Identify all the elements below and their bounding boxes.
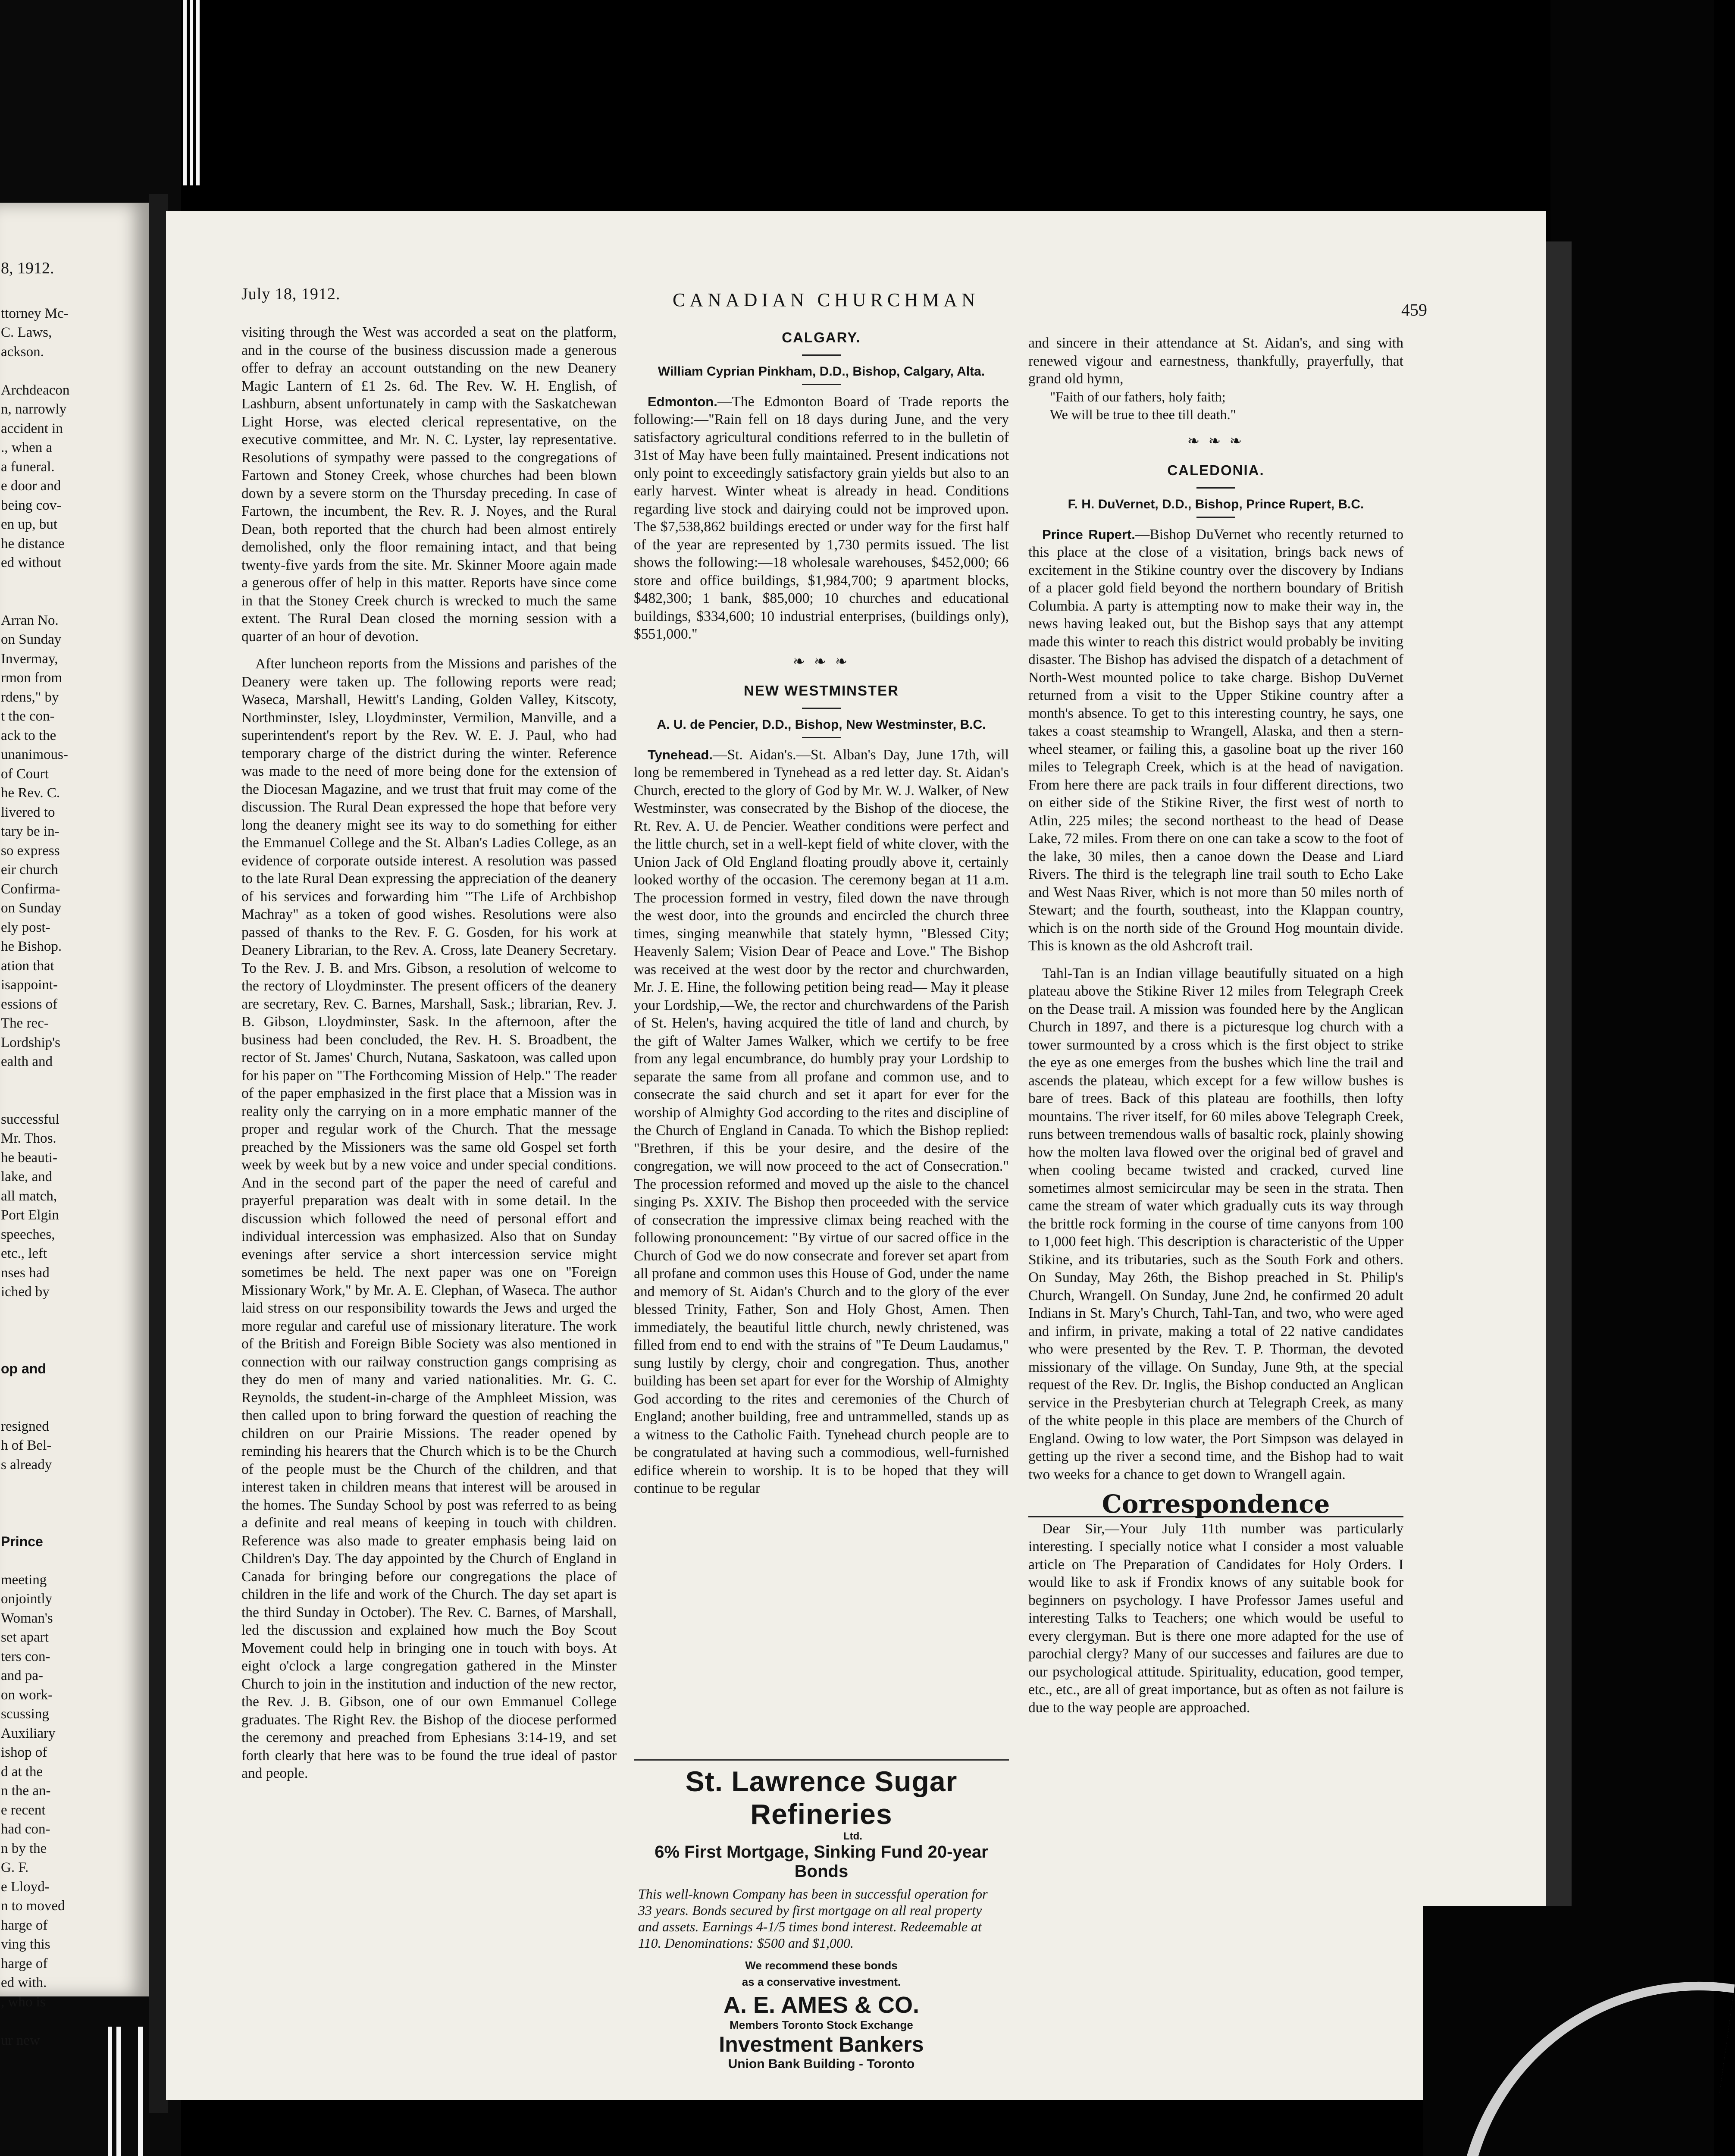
binding-stripe: [116, 2027, 121, 2156]
previous-page-line: Mr. Thos.: [1, 1131, 56, 1146]
previous-page-line: harge of: [1, 1955, 48, 1971]
place-name: Tynehead.: [648, 747, 713, 762]
book-spine: [149, 194, 168, 2113]
hymn-verse-line: "Faith of our fathers, holy faith;: [1050, 389, 1226, 404]
previous-page-line: all match,: [1, 1188, 57, 1204]
previous-page-line: set apart: [1, 1630, 49, 1645]
previous-page-line: e door and: [1, 478, 61, 494]
previous-page-line: he beauti-: [1, 1150, 58, 1166]
previous-page-line: resigned: [1, 1418, 49, 1434]
previous-page-line: lake, and: [1, 1169, 53, 1185]
binding-stripe: [108, 2027, 112, 2156]
previous-page-line: he distance: [1, 536, 65, 552]
previous-page-line: [0, 1398, 149, 1417]
previous-page-line: [0, 1321, 149, 1340]
ad-members-line: Members Toronto Stock Exchange: [730, 2018, 913, 2031]
running-head-title: CANADIAN CHURCHMAN: [673, 289, 980, 310]
previous-page-line: [0, 1072, 149, 1091]
previous-page-line: he Bishop.: [1, 939, 62, 954]
previous-page-line: and pa-: [1, 1668, 44, 1683]
previous-page-line: had con-: [1, 1821, 50, 1837]
previous-page-line: n to moved: [1, 1898, 65, 1914]
previous-page-line: ed without: [1, 555, 62, 570]
previous-page-line: h of Bel-: [1, 1438, 52, 1453]
previous-page-line: on Sunday: [1, 632, 62, 647]
previous-page-line: n the an-: [1, 1783, 51, 1799]
diocesan-news-tahl-tan: Tahl-Tan is an Indian village beautifully situated on a high plateau above the Stikine River 12 miles from Telegraph Creek on the Dease trail. A mission was founded here by the Anglican Church in 1897, and there is a picturesque log church with a tower surmounted by a cross which is the first object to strike the eye as one emerges from the bushes which line the trail and ascends the plateau, which except for a few willow bushes is bare of trees. Back of this plateau are foothills, then lofty mountains. The river itself, for 60 miles above Telegraph Creek, runs between tremendous walls of basaltic rock, plainly showing how the molten lava flowed over the original bed of gravel and when cooling became twisted and cracked, curved line sometimes almost semicircular may be seen in the strata. Then came the stream of water which gradually cuts its way through the brittle rock forming in the course of time canyons from 100 to 1,000 feet high. This description is characteristic of the Upper Stikine, and its tributaries, such as the South Fork and others. On Sunday, May 26th, the Bishop preached in St. Philip's Church, Wrangell. On Sunday, June 2nd, he confirmed 20 adult Indians in St. Mary's Church, Tahl-Tan, and two, who were aged and infirm, in private, making a total of 22 native candidates who were presented by the Rev. T. P. Thorman, the devoted missionary of the village. On Sunday, June 9th, at the special request of the Rev. Dr. Inglis, the Bishop conducted an Anglican service in the Presbyterian church at Telegraph Creek, as many of the white people in this place are members of the Church of England. Owing to low water, the Port Simpson was delayed in getting up the river a second time, and the Bishop had to wait two weeks for a chance to get down to Wrangell again.: [1028, 965, 1403, 1482]
previous-page-line: n by the: [1, 1840, 47, 1856]
previous-page-line: ishop of: [1, 1745, 47, 1760]
previous-page-line: rmon from: [1, 670, 63, 686]
previous-page-line: [0, 1494, 149, 1513]
diocesan-news-tynehead: [634, 746, 1009, 1498]
previous-page-line: [0, 2012, 149, 2031]
previous-page-line: e Lloyd-: [1, 1879, 50, 1895]
previous-page-line: d at the: [1, 1764, 43, 1780]
column-one: [241, 323, 617, 1792]
news-text: —Bishop DuVernet who recently returned to this place at the close of a visitation, brings back news of excitement in the Stikine country over the discovery by Indians of a placer gold field beyond the northern boundary of British Columbia. A party is attempting now to make their way in, the news having leaked out, but the Bishop says that any attempt made this winter to reach this district would probably be inviting disaster. The Bishop has advised the dispatch of a detachment of North-West mounted police to take charge. Bishop DuVernet returned from a visit to the Upper Stikine country after a month's absence. To get to this interesting country, he says, one takes a coast steamship to Wrangell, Alaska, and then a stern-wheel steamer, or failing this, a gasoline boat up the river 160 miles to Telegraph Creek, which is at the head of navigation. From here there are pack trails in four different directions, two on either side of the Stikine River, the first west of north to Atlin, 225 miles; the second northeast to the head of Dease Lake, 72 miles. From there on one can take a scow to the foot of the lake, 30 miles, then a canoe down the Dease and Liard Rivers. The third is the telegraph line trail south to Echo Lake and West Naas River, which is not more than 50 miles north of Stewart; and the fourth, southeast, into the Klappan country, which is on the north side of the Ground Hog mountain divide. This is known as the old Ashcroft trail.: [1028, 526, 1403, 954]
previous-page-line: ack to the: [1, 727, 56, 743]
previous-page-line: The rec-: [1, 1015, 49, 1031]
place-name: Prince Rupert.: [1042, 526, 1135, 542]
previous-page-line: [0, 1474, 149, 1494]
previous-page-line: , who is: [1, 1994, 46, 2010]
previous-page-line: [0, 1091, 149, 1110]
section-fleuron: ❧ ❧ ❧: [792, 653, 850, 670]
page-number: 459: [1401, 300, 1427, 320]
previous-page-line: speeches,: [1, 1226, 55, 1242]
correspondence-heading: Correspondence: [1028, 1495, 1403, 1517]
previous-page-line: Prince: [1, 1533, 43, 1549]
previous-page-line: livered to: [1, 804, 55, 820]
previous-page-line: ., when a: [1, 440, 53, 455]
previous-page-line: ackson.: [1, 344, 44, 360]
ad-bond-title: 6% First Mortgage, Sinking Fund 20-year Bonds: [655, 1843, 988, 1881]
previous-page-line: eir church: [1, 862, 58, 877]
previous-page-line: he Rev. C.: [1, 785, 60, 801]
previous-page-line: [0, 1302, 149, 1321]
article-paragraph: visiting through the West was accorded a seat on the platform, and in the course of the business discussion made a generous offer to defray an account outstanding on the new Deanery Magic Lantern of £1 2s. 6d. The Rev. W. H. English, of Lashburn, absent unfortunately in camp with the Saskatchewan Light Horse, was elected clerical representative, on the executive committee, and Mr. N. C. Lyster, lay representative. Resolutions of sympathy were passed to the congregations of Fartown and Stoney Creek, whose churches had been blown down by a severe storm on the Thursday preceding. In case of Fartown, the incumbent, the Rev. R. J. Noyes, and the Rural Dean, both reported that the church had been almost entirely demolished, only the floor remaining intact, and that being twenty-five yards from the site. Mr. Skinner Moore again made a generous offer of help in this matter. Reports have since come in that the Stoney Creek church is wrecked to much the same extent. The Rural Dean closed the morning session with a quarter of an hour of devotion.: [241, 324, 617, 645]
running-head-date: July 18, 1912.: [241, 285, 341, 303]
previous-page-line: so express: [1, 843, 60, 859]
advertisement-box: [634, 1759, 1009, 2071]
diocesan-news-edmonton: [634, 393, 1009, 643]
column-three: [1028, 334, 1403, 1726]
binding-stripe: [183, 0, 187, 185]
previous-page-line: successful: [1, 1111, 60, 1127]
bishop-line-calgary: William Cyprian Pinkham, D.D., Bishop, Calgary, Alta.: [658, 364, 985, 379]
letter-text: Dear Sir,—Your July 11th number was particularly interesting. I specially notice what I consider a most valuable article on The Preparation of Candidates for Holy Orders. I would like to ask if Frondix knows of any suitable book for beginners on psychology. I have Professor James useful and interesting Talks to Teachers; one which would be useful to every clergyman. But is there one more adapted for the use of parochial clergy? Many of our successes and failures are due to our psychological attitude. Spirituality, education, good temper, etc., etc., are all of great importance, but as often as not failure is due to the way people are approached.: [1028, 1520, 1403, 1716]
previous-page-line: isappoint-: [1, 977, 58, 993]
heading-rule: [802, 708, 841, 709]
previous-page-line: [0, 1513, 149, 1532]
previous-page-line: ving this: [1, 1937, 50, 1952]
diocese-heading-new-westminster: NEW WESTMINSTER: [744, 683, 899, 699]
ad-recommend-line: We recommend these bonds: [745, 1959, 898, 1972]
previous-page-line: Archdeacon: [1, 382, 70, 398]
heading-rule: [1196, 517, 1235, 518]
binding-stripe: [190, 0, 193, 185]
previous-page-line: t the con-: [1, 708, 55, 724]
previous-page-line: Auxiliary: [1, 1725, 56, 1741]
ad-address-line: Union Bank Building - Toronto: [728, 2057, 915, 2071]
ad-description: This well-known Company has been in successful operation for 33 years. Bonds secured by first mortgage on all real property and assets. Earnings 4-1/5 times bond interest. Redeemable at 110. Denominations: $500 and $1,000.: [638, 1886, 988, 1951]
news-text: —The Edmonton Board of Trade reports the following:—"Rain fell on 18 days during June, and the very satisfactory agricultural conditions referred to in the bulletin of 31st of May have been fully maintained. Present indications not only point to exceedingly satisfactory grain yields but also to an early harvest. Winter wheat is already in head. Conditions regarding live stock and dairying could not be improved upon. The $7,538,862 buildings erected or under way for the first half of the year are represented by 1,730 permits issued. The list shows the following:—18 wholesale warehouses, $452,000; 66 store and office buildings, $1,984,700; 9 apartment blocks, $482,300; 1 bank, $85,000; 10 churches and educational buildings, $334,600; 10 industrial enterprises, (buildings only), $551,000.": [634, 393, 1009, 642]
previous-page-line: unanimous-: [1, 747, 68, 762]
previous-page-line: G. F.: [1, 1860, 29, 1875]
previous-page-line: ttorney Mc-: [1, 305, 69, 321]
column-two: [634, 323, 1009, 1507]
previous-page-line: a funeral.: [1, 459, 55, 475]
previous-page-line: [0, 1551, 149, 1570]
previous-page-line: etc., left: [1, 1246, 47, 1261]
previous-page-line: Woman's: [1, 1610, 53, 1626]
binding-stripe: [196, 0, 200, 185]
article-paragraph: After luncheon reports from the Missions and parishes of the Deanery were taken up. The following reports were read; Waseca, Marshall, Hewitt's Landing, Golden Valley, Kitscoty, Northminster, Isley, Lloydminster, Vermilion, Manville, and a superintendent's report by the Rev. W. E. J. Paul, who had temporary charge of the district during the winter. Reference was made to the need of more being done for the extension of the Diocesan Magazine, and we trust that fruit may come of the discussion. The Rural Dean expressed the hope that before very long the deanery might see its way to do something for either the Emmanuel College and the St. Alban's Ladies College, as an evidence of corporate outside interest. A resolution was passed to the late Rural Dean expressing the appreciation of the deanery of his services and forwarding him "The Life of Archbishop Machray" as a token of good wishes. Resolutions were also passed of thanks to the Rev. F. G. Gosden, for his work at Deanery Librarian, to the Rev. A. Cross, late Deanery Secretary. To the Rev. J. B. and Mrs. Gibson, a resolution of welcome to the rectory of Lloydminster. The present officers of the deanery are secretary, Rev. C. Barnes, Marshall, Sask.; librarian, Rev. J. B. Gibson, Lloydminster, Sask. In the afternoon, after the business had been concluded, the Rev. H. S. Broadbent, the rector of St. James' Church, Nutana, Saskatoon, was called upon for his paper on "The Forthcoming Mission of Help." The reader of the paper emphasized in the first place that a Mission was in reality only the carrying on in a more emphatic manner of the proper and regular work of the Church. That the message preached by the Missioners was the same old Gospel set forth week by week but by a new voice and under special conditions. And in the second part of the paper the need of careful and prayerful preparation was dealt with in some detail. In the discussion which followed the need of personal effort and individual intercession was emphasized. Also that on Sunday evenings after service a short intercession service might sometimes be held. The next paper was one on "Foreign Missionary Work," by Mr. A. E. Clephan, of Waseca. The author laid stress on our responsibility towards the Jews and urged the more regular and careful use of missionary literature. The work of the British and Foreign Bible Society was also mentioned in connection with our railway construction gangs comprising as they do men of many and varied nationalities. Mr. G. C. Reynolds, the student-in-charge of the Amphleet Mission, was then called upon to bring forward the question of reaching the children on our Prairie Missions. The reader opened by reminding his hearers that the Church which is to be the Church of the people must be the Church of the children, and that interest taken in children means that interest will be aroused in the homes. The Sunday School by post was referred to as being a definite and real means of keeping in touch with children. Reference was also made to greater emphasis being laid on Children's Day. The day appointed by the Church of England in Canada for bringing before our congregations the place of children in the life and work of the Church. The day set apart is the third Sunday in October). The Rev. C. Barnes, of Marshall, led the discussion and explained how much the Boy Scout Movement could help in bringing one in touch with boys. At eight o'clock a large congregation gathered in the Minster Church to join in the institution and induction of the new rector, the Rev. J. B. Gibson, one of our own Emmanuel College graduates. The Right Rev. the Bishop of the diocese performed the ceremony and preached from Ephesians 3:14-19, and set forth clearly that here was to be found the true ideal of pastor and people.: [241, 656, 617, 1781]
previous-page-line: onjointly: [1, 1591, 53, 1607]
previous-page-line: essions of: [1, 996, 58, 1012]
binding-stripe: [138, 2027, 143, 2156]
previous-page-line: ur new: [1, 2032, 40, 2048]
previous-page-line: rdens," by: [1, 689, 59, 705]
previous-page-line: Port Elgin: [1, 1207, 59, 1223]
previous-page-line: ters con-: [1, 1648, 50, 1664]
previous-page-line: [0, 361, 149, 381]
diocese-heading-caledonia: CALEDONIA.: [1167, 462, 1265, 478]
news-text: —St. Aidan's.—St. Alban's Day, June 17th, will long be remembered in Tynehead as a red letter day. St. Aidan's Church, erected to the glory of God by Mr. W. J. Walker, of New Westminster, was consecrated by the Bishop of the diocese, the Rt. Rev. A. U. de Pencier. Weather conditions were perfect and the little church, set in a well-kept field of white clover, with the Union Jack of Old England floating proudly above it, certainly looked worthy of the occasion. The ceremony began at 11 a.m. The procession formed in vestry, filed down the nave through the west door, into the grounds and encircled the church three times, singing meanwhile that stately hymn, "Blessed City; Heavenly Salem; Vision Dear of Peace and Love." The Bishop was received at the west door by the rector and churchwarden, Mr. J. E. Hine, the following petition being read— May it please your Lordship,—We, the rector and churchwardens of the Parish of St. Helen's, having acquired the title of land and church, by the gift of Walter James Walker, which we certify to be free from any legal encumbrance, do humbly pray your Lordship to separate the same from all profane and common use, and to consecrate the said church and set it apart for ever for the worship of Almighty God according to the rites and discipline of the Church of England in Canada. To which the Bishop replied: "Brethren, if this be your desire, and the desire of the congregation, we will now proceed to the act of Consecration." The procession reformed and moved up the aisle to the chancel singing Ps. XXIV. The Bishop then proceeded with the service of consecration the impressive climax being reached with the following pronouncement: "By virtue of our sacred office in the Church of God we do now consecrate and forever set apart from all profane and common uses this House of God, under the name and memory of St. Aidan's Church and to the glory of the ever blessed Trinity, Father, Son and Holy Ghost, Amen. Then immediately, the beautiful little church, newly christened, was filled from end to end with the strains of "Te Deum Laudamus," sung lustily by clergy, choir and congregation. Thus, another building has been set apart for ever for the Worship of Almighty God according to the rites and ceremonies of the Church of England; another building, free and untrammelled, stands up as a witness to the Catholic Faith. Tynehead church people are to be congratulated at having such a commodious, well-furnished edifice wherein to worship. It is to be hoped that they will continue to be regular: [634, 746, 1009, 1496]
previous-page-line: s already: [1, 1457, 52, 1473]
ad-bankers-line: Investment Bankers: [719, 2032, 924, 2056]
section-fleuron: ❧ ❧ ❧: [1187, 433, 1245, 449]
place-name: Edmonton.: [648, 394, 717, 409]
previous-page-line: e recent: [1, 1802, 46, 1818]
newspaper-page: [166, 211, 1546, 2100]
previous-page-line: accident in: [1, 420, 63, 436]
previous-page-line: ed with.: [1, 1975, 47, 1990]
heading-rule: [802, 354, 841, 356]
continued-text: and sincere in their attendance at St. Aidan's, and sing with renewed vigour and earnestness, thankfully, prayerfully, that grand old hymn,: [1028, 335, 1403, 387]
previous-page-line: ely post-: [1, 919, 50, 935]
scan-background-right: [1550, 0, 1714, 2156]
previous-page-line: [0, 573, 149, 592]
previous-page-line: harge of: [1, 1917, 48, 1933]
previous-page-line: on Sunday: [1, 900, 62, 916]
page-gutter-shadow: [1546, 241, 1572, 2096]
previous-page-line: being cov-: [1, 497, 62, 513]
previous-page-line: Confirma-: [1, 881, 60, 897]
diocese-heading-calgary: CALGARY.: [782, 329, 861, 345]
bishop-line-caledonia: F. H. DuVernet, D.D., Bishop, Prince Rupert, B.C.: [1068, 497, 1364, 511]
previous-page-line: meeting: [1, 1572, 47, 1588]
heading-rule: [1196, 487, 1235, 489]
previous-page-line: Invermay,: [1, 651, 58, 667]
previous-page-fragment: [0, 203, 149, 2048]
ad-firm-name: A. E. AMES & CO.: [723, 1992, 920, 2018]
previous-page-line: [0, 592, 149, 611]
diocesan-news-prince-rupert: [1028, 526, 1403, 955]
previous-page-line: ealth and: [1, 1054, 53, 1069]
previous-page-line: op and: [1, 1361, 46, 1376]
ad-company-name: St. Lawrence Sugar Refineries: [685, 1765, 958, 1830]
previous-page-line: ation that: [1, 958, 54, 974]
previous-page-line: en up, but: [1, 517, 58, 532]
previous-page-line: nses had: [1, 1265, 50, 1281]
heading-rule: [802, 384, 841, 385]
heading-rule: [802, 737, 841, 738]
previous-page-date: 8, 1912.: [1, 259, 54, 277]
ad-recommend-line: as a conservative investment.: [742, 1975, 901, 1988]
previous-page-line: of Court: [1, 766, 49, 782]
previous-page-line: on work-: [1, 1687, 53, 1703]
previous-page-line: [0, 1379, 149, 1398]
ad-ltd: Ltd.: [843, 1830, 862, 1842]
previous-page-line: scussing: [1, 1706, 49, 1722]
previous-page-line: n, narrowly: [1, 401, 67, 417]
previous-page-line: Lordship's: [1, 1034, 60, 1050]
bishop-line-new-westminster: A. U. de Pencier, D.D., Bishop, New Westminster, B.C.: [657, 717, 986, 732]
previous-page-line: iched by: [1, 1284, 50, 1300]
previous-page-line: tary be in-: [1, 824, 60, 839]
previous-page-line: [0, 1340, 149, 1360]
hymn-verse-line: We will be true to thee till death.": [1050, 407, 1236, 422]
previous-page-line: Arran No.: [1, 612, 59, 628]
previous-page-line: C. Laws,: [1, 325, 52, 340]
